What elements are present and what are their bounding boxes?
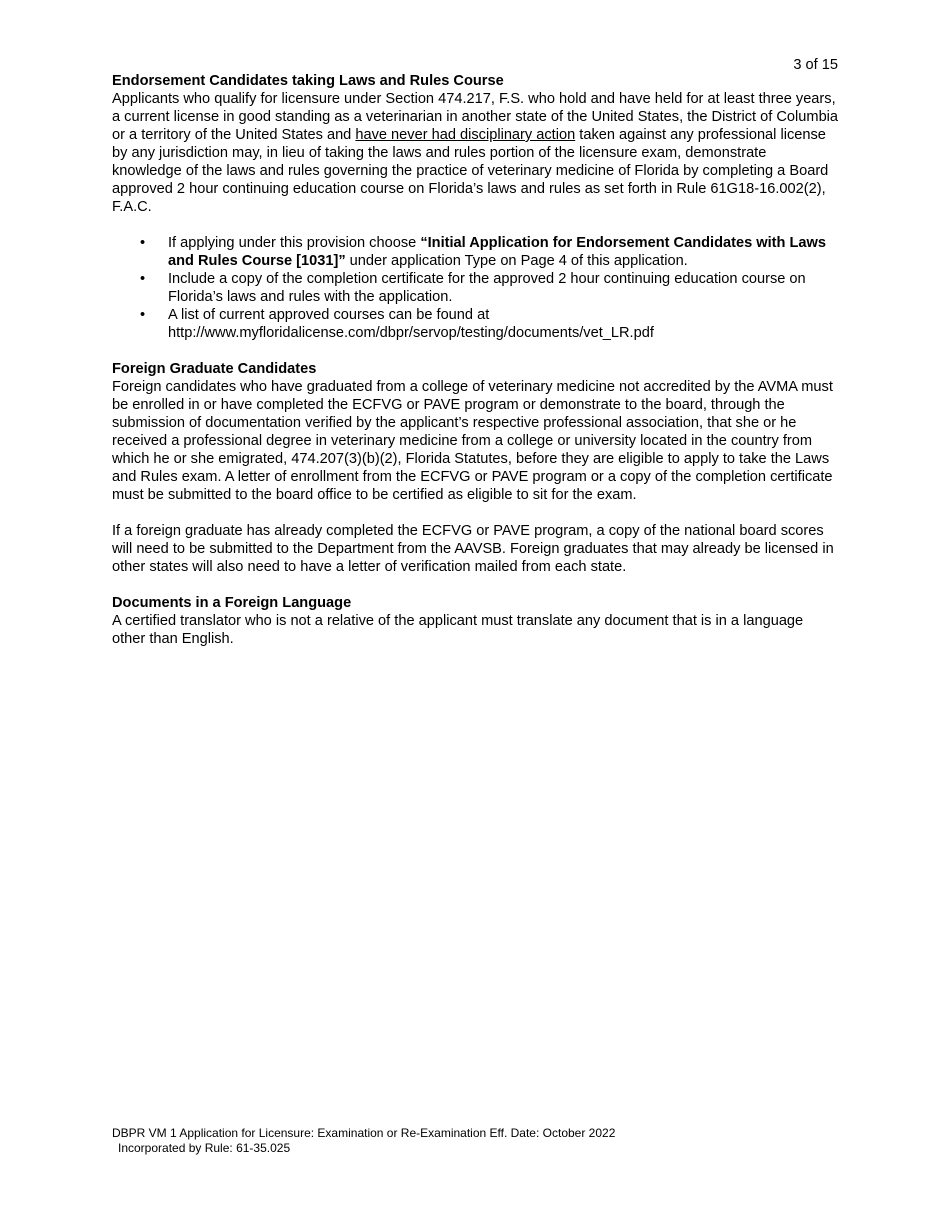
section-heading-endorsement: Endorsement Candidates taking Laws and Rules Course [112,73,504,89]
section-foreign-language [112,594,840,648]
footer-form-id: DBPR VM 1 Application for Licensure: Examination or Re-Examination Eff. Date: October 2022 [112,1126,616,1140]
section-heading-foreign-language: Documents in a Foreign Language [112,595,352,611]
foreign-language-paragraph: A certified translator who is not a relative of the applicant must translate any document that is in a language other than English. [112,613,804,647]
footer-rule: Incorporated by Rule: 61-35.025 [118,1140,291,1155]
list-item: • Include a copy of the completion certificate for the approved 2 hour continuing education course on Florida’s laws and rules with the application. [140,271,806,305]
approved-courses-url: http://www.myfloridalicense.com/dbpr/servop/testing/documents/vet_LR.pdf [168,325,654,341]
endorsement-paragraph [112,90,840,216]
endorsement-text-2: taken against any professional license by any jurisdiction may, in lieu of taking the laws and rules portion of the licensure exam, demonstrate knowledge of the laws and rules governing the practice of veterinary medicine of Florida by completing a Board approved 2 hour continuing education course on Florida’s laws and rules as set forth in Rule 61G18-16.002(2), F.A.C. [112,127,829,215]
application-type-name: “Initial Application for Endorsement Candidates with Laws and Rules Course [1031]” [168,235,827,269]
endorsement-text-1: Applicants who qualify for licensure under Section 474.217, F.S. who hold and have held for at least three years, a current license in good standing as a veterinarian in another state of the United States, the District of Columbia or a territory of the United States and [112,91,839,143]
page-footer [112,1126,615,1155]
list-item: • A list of current approved courses can be found at http://www.myfloridalicense.com/dbpr/servop/testing/documents/vet_LR.pdf [140,307,654,341]
section-endorsement [112,72,840,342]
document-body [112,72,840,648]
endorsement-bullet-list [112,234,840,342]
list-item: • If applying under this provision choose “Initial Application for Endorsement Candidates with Laws and Rules Course [1031]” under application Type on Page 4 of this application. [140,235,827,269]
section-foreign-graduate [112,360,840,576]
foreign-graduate-paragraph-1: Foreign candidates who have graduated from a college of veterinary medicine not accredited by the AVMA must be enrolled in or have completed the ECFVG or PAVE program or demonstrate to the board, through the submission of documentation verified by the applicant’s respective professional association, that she or he received a professional degree in veterinary medicine from a college or university located in the country from which he or she emigrated, 474.207(3)(b)(2), Florida Statutes, before they are eligible to apply to take the Laws and Rules exam. A letter of enrollment from the ECFVG or PAVE program or a copy of the completion certificate must be submitted to the board office to be certified as eligible to sit for the exam. [112,379,833,503]
foreign-graduate-paragraph-2: If a foreign graduate has already completed the ECFVG or PAVE program, a copy of the national board scores will need to be submitted to the Department from the AAVSB. Foreign graduates that may already be licensed in other states will also need to have a letter of verification mailed from each state. [112,523,834,575]
page-number: 3 of 15 [793,57,838,73]
disciplinary-action-underlined: have never had disciplinary action [355,127,576,143]
bullet-icon: • [140,235,146,251]
section-heading-foreign-graduate: Foreign Graduate Candidates [112,361,317,377]
bullet-icon: • [140,307,146,323]
bullet-icon: • [140,271,146,287]
